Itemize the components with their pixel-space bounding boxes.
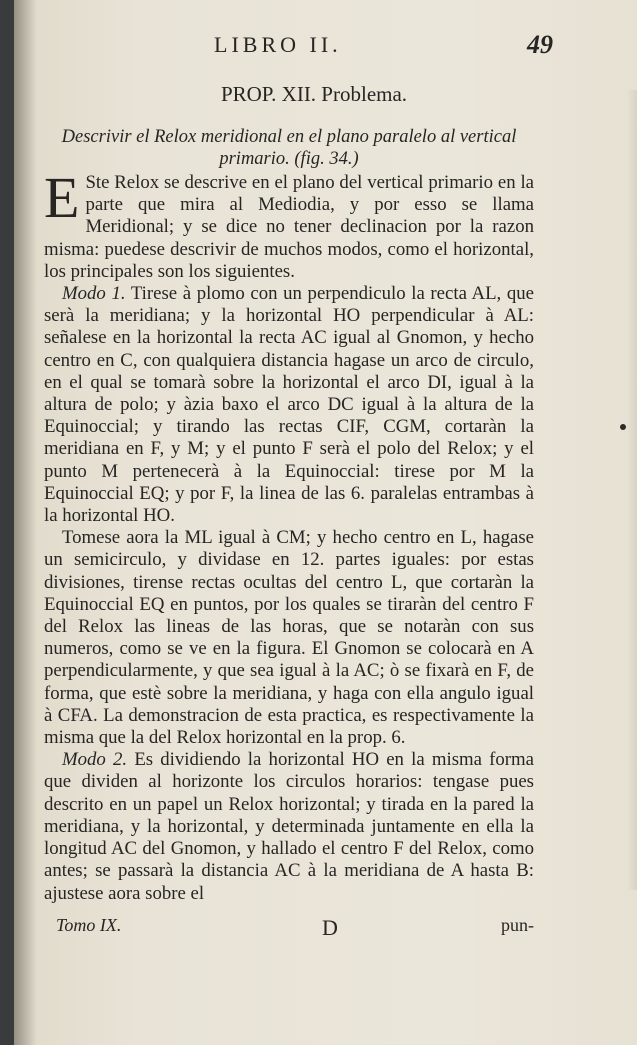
page-footer <box>44 915 534 945</box>
running-head: LIBRO II. <box>214 32 342 57</box>
page-header <box>14 30 637 66</box>
paragraph-3 <box>44 527 534 749</box>
page-edge-stain <box>627 90 637 890</box>
paragraph-1-text: Ste Relox se descrive en el plano del vertical primario en la parte que mira al Mediodia, y por esso se llama Meridional; y se dice no tener declinacion por la razon misma: puedese descrivir de muchos modos, como el horizontal, los principales son los siguientes. <box>44 172 534 282</box>
gutter-shadow <box>14 0 36 1045</box>
paragraph-4-text: Es dividiendo la horizontal HO en la misma forma que dividen al horizonte los circulos horarios: tengase pues descrito en un papel un Relox horizontal; y tirada en la pared la meridiana, y la horizontal, y determinada juntamente en ella la longitud AC del Gnomon, y hallado el centro F del Relox, como antes; se passarà la distancia AC à la meridiana de A hasta B: ajustese aora sobre el <box>44 749 534 904</box>
signature-mark: D <box>322 915 338 940</box>
paper-spot <box>620 424 626 430</box>
enunciation-line-1: Descrivir el Relox meridional en el plano paralelo al vertical <box>61 127 517 147</box>
text-body <box>44 120 534 905</box>
enunciation-line-2: primario. (fig. 34.) <box>219 149 359 169</box>
paragraph-4 <box>44 749 534 904</box>
mode-label-1: Modo 1. <box>62 283 126 305</box>
page-number: 49 <box>527 30 553 59</box>
paragraph-2-text: Tirese à plomo con un perpendiculo la recta AL, que serà la meridiana; y la horizontal HO perpendicular à AL: señalese en la horizontal la recta AC igual al Gnomon, y hecho centro en C, con qualquiera distancia hagase un arco de circulo, en el qual se tomarà sobre la horizontal el arco DI, igual à la altura de polo; y àzia baxo el arco DC igual à la altura de la Equinoccial; y tirando las rectas CIF, CGM, cortaràn la meridiana en F, y M; y el punto F serà el polo del Relox; y el punto M pertenecerà à la Equinoccial: tirese por M la Equinoccial EQ; y por F, la linea de las 6. paralelas entrambas à la horizontal HO. <box>44 283 534 527</box>
book-page <box>14 0 637 1045</box>
proposition-title: PROP. XII. Problema. <box>220 82 408 106</box>
volume-label: Tomo IX. <box>56 915 122 935</box>
paragraph-3-text: Tomese aora la ML igual à CM; y hecho centro en L, hagase un semicirculo, y dividase en 12. partes iguales: por estas divisiones, tirense rectas ocultas del centro L, que cortaràn la Equinoccial EQ en puntos, por los quales se tiraràn del centro F del Relox las lineas de las horas, que se notaràn con sus numeros, como se ve en la figura. El Gnomon se colocarà en A perpendicularmente, y que sea igual à la AC; ò se fixarà en F, de forma, que estè sobre la meridiana, y haga con ella angulo igual à CFA. La demonstracion de esta practica, es respectivamente la misma que la del Relox horizontal en la prop. 6. <box>44 527 534 749</box>
mode-label-2: Modo 2. <box>62 749 128 771</box>
drop-cap: E <box>44 165 80 230</box>
catchword: pun- <box>501 915 534 935</box>
paragraph-1 <box>44 165 534 283</box>
enunciation <box>44 126 534 170</box>
paragraph-2 <box>44 283 534 527</box>
